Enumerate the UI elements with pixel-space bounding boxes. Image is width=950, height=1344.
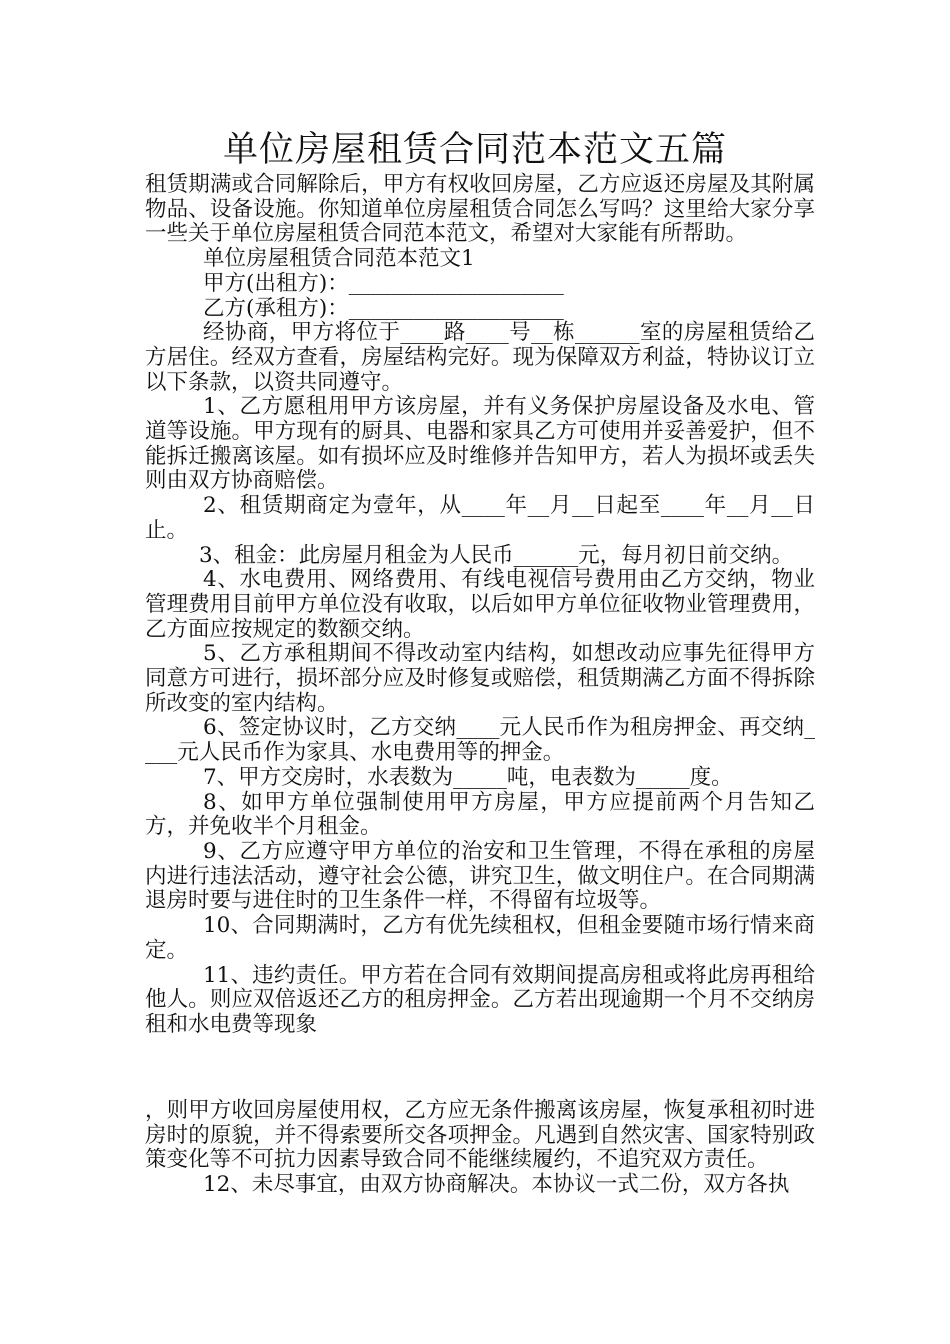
clause-8: 8、如甲方单位强制使用甲方房屋，甲方应提前两个月告知乙方，并免收半个月租金。 [145, 789, 815, 840]
clause-11-continuation: ，则甲方收回房屋使用权，乙方应无条件搬离该房屋，恢复承租初时进房时的原貌，并不得索要所交各项押金。凡遇到自然灾害、国家特别政策变化等不可抗力因素导致合同不能继续履约，不追究双方责任。 [145, 1098, 815, 1173]
section-heading: 单位房屋租赁合同范本范文1 [203, 246, 475, 272]
clause-12: 12、未尽事宜，由双方协商解决。本协议一式二份，双方各执 [203, 1172, 790, 1198]
clause-6: 6、签定协议时，乙方交纳____元人民币作为租房押金、再交纳____元人民币作为家具、水电费用等的押金。 [145, 715, 815, 766]
clause-11: 11、违约责任。甲方若在合同有效期间提高房租或将此房再租给他人。则应双倍返还乙方的租房押金。乙方若出现逾期一个月不交纳房租和水电费等现象 [145, 962, 815, 1037]
clause-5: 5、乙方承租期间不得改动室内结构，如想改动应事先征得甲方同意方可进行，损坏部分应及时修复或赔偿，租赁期满乙方面不得拆除所改变的室内结构。 [145, 641, 815, 716]
clause-9: 9、乙方应遵守甲方单位的治安和卫生管理，不得在承租的房屋内进行违法活动，遵守社会公德，讲究卫生，做文明住户。在合同期满退房时要与进住时的卫生条件一样，不得留有垃圾等。 [145, 838, 815, 914]
clause-7: 7、甲方交房时，水表数为_____吨，电表数为_____度。 [203, 764, 733, 790]
clause-1: 1、乙方愿租用甲方该房屋，并有义务保护房屋设备及水电、管道等设施。甲方现有的厨具、电器和家具乙方可使用并妥善爱护，但不能拆迁搬离该屋。如有损坏应及时维修并告知甲方，若人为损坏或丢失则由双方协商赔偿。 [145, 394, 815, 494]
party-a-line: 甲方(出租方)：____________________ [203, 270, 564, 296]
page-title: 单位房屋租赁合同范本范文五篇 [222, 130, 727, 170]
intro-paragraph: 租赁期满或合同解除后，甲方有权收回房屋，乙方应返还房屋及其附属物品、设备设施。你知道单位房屋租赁合同怎么写吗？这里给大家分享一些关于单位房屋租赁合同范本范文，希望对大家能有所帮助。 [145, 172, 815, 247]
party-b-line: 乙方(承租方)：____________________ [203, 295, 564, 321]
document-body [145, 173, 815, 1038]
clause-10: 10、合同期满时，乙方有优先续租权，但租金要随市场行情来商定。 [145, 913, 815, 963]
clause-2: 2、租赁期商定为壹年，从____年__月__日起至____年__月__日止。 [145, 493, 815, 543]
clause-3: 3、租金：此房屋月租金为人民币______元，每月初日前交纳。 [199, 542, 794, 568]
preamble-paragraph: 经协商，甲方将位于____路____号__栋______室的房屋租赁给乙方居住。经双方查看，房屋结构完好。现为保障双方利益，特协议订立以下条款，以资共同遵守。 [145, 320, 815, 395]
document-body-continued [145, 1099, 815, 1198]
clause-4: 4、水电费用、网络费用、有线电视信号费用由乙方交纳，物业管理费用目前甲方单位没有收取，以后如甲方单位征收物业管理费用，乙方面应按规定的数额交纳。 [145, 567, 815, 642]
